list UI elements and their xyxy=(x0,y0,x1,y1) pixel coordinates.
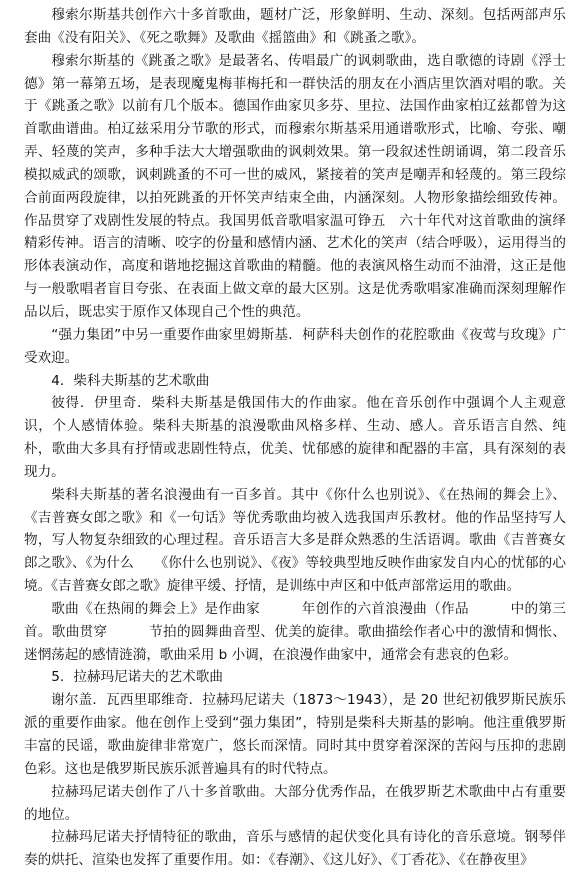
paragraph-rachmaninoff-intro: 谢尔盖．瓦西里耶维奇．拉赫玛尼诺夫（1873～1943），是 20 世纪初俄罗斯民族乐派的重要作曲家。他在创作上受到“强力集团”，特别是柴科夫斯基的影响。他注重俄罗斯丰富的民谣，歌曲旋律非常宽广，悠长而深情。同时其中贯穿着深深的苦闷与压抑的悲剧色彩。这也是俄罗斯民族乐派普遍具有的时代特点。 xyxy=(24,692,566,777)
paragraph-mussorgsky-songs: 穆索尔斯基共创作六十多首歌曲，题材广泛，形象鲜明、生动、深刻。包括两部声乐套曲《没有阳关》、《死之歌舞》及歌曲《摇篮曲》和《跳蚤之歌》。 xyxy=(24,7,566,46)
paragraph-tchaikovsky-intro: 彼得．伊里奇．柴科夫斯基是俄国伟大的作曲家。他在音乐创作中强调个人主观意识，个人感情体验。柴科夫斯基的浪漫歌曲风格多样、生动、感人。音乐语言自然、纯朴，歌曲大多具有抒情或悲剧性特点，优美、忧郁感的旋律和配器的丰富，具有深刻的表现力。 xyxy=(24,395,566,480)
paragraph-song-of-the-flea: 穆索尔斯基的《跳蚤之歌》是最著名、传唱最广的讽刺歌曲，选自歌德的诗剧《浮士德》第一幕第五场，是表现魔鬼梅菲梅托和一群快活的朋友在小酒店里饮酒对唱的歌。关于《跳蚤之歌》以前有几个版本。德国作曲家贝多芬、里拉、法国作曲家柏辽兹都曾为这首歌曲谱曲。柏辽兹采用分节歌的形式，而穆索尔斯基采用通谱歌形式，比喻、夸张、嘲弄、轻蔑的笑声，多种手法大大增强歌曲的讽刺效果。第一段叙述性朗诵调，第二段音乐模拟威武的颂歌，讽刺跳蚤的不可一世的威风，紧接着的笑声是嘲弄和轻蔑的。第三段综合前面两段旋律，以拍死跳蚤的开怀笑声结束全曲，内涵深刻。人物形象描绘细致传神。作品贯穿了戏剧性发展的特点。我国男低音歌唱家温可铮五 六十年代对这首歌曲的演绎精彩传神。语言的清晰、咬字的份量和感情内涵、艺术化的笑声（结合呼吸），运用得当的形体表演动作，高度和谐地挖掘这首歌曲的精髓。他的表演风格生动而不油滑，这正是他与一般歌唱者盲目夸张、在表面上做文章的最大区别。这是优秀歌唱家准确而深刻理解作品以后，既忠实于原作又体现自己个性的典范。 xyxy=(24,52,566,320)
paragraph-at-the-ball: 歌曲《在热闹的舞会上》是作曲家 年创作的六首浪漫曲（作品 中的第三首。歌曲贯穿 节拍的圆舞曲音型、优美的旋律。歌曲描绘作者心中的激情和惆怅、迷惘荡起的感情涟漪，歌曲采用 b 小调，在浪漫作曲家中，通常会有悲哀的色彩。 xyxy=(24,600,566,663)
paragraph-tchaikovsky-romances: 柴科夫斯基的著名浪漫曲有一百多首。其中《你什么也别说》、《在热闹的舞会上》、《吉普赛女郎之歌》和《一句话》等优秀歌曲均被入选我国声乐教材。他的作品坚持写人物，写人物复杂细致的心理过程。音乐语言大多是群众熟悉的生活语调。歌曲《吉普赛女郎之歌》、《为什么 《你什么也别说》、《夜》等较典型地反映作曲家发自内心的忧郁的心境。《吉普赛女郎之歌》旋律平缓、抒情，是训练中声区和中低声部常运用的歌曲。 xyxy=(24,486,566,595)
paragraph-rimsky-korsakov: “强力集团”中另一重要作曲家里姆斯基．柯萨科夫创作的花腔歌曲《夜莺与玫瑰》广受欢迎。 xyxy=(24,326,566,366)
section-heading-rachmaninoff: 5．拉赫玛尼诺夫的艺术歌曲 xyxy=(51,669,223,686)
paragraph-rachmaninoff-songs: 拉赫玛尼诺夫创作了八十多首歌曲。大部分优秀作品，在俄罗斯艺术歌曲中占有重要的地位。 xyxy=(24,783,566,823)
paragraph-rachmaninoff-lyrical: 拉赫玛尼诺夫抒情特征的歌曲，音乐与感情的起伏变化具有诗化的音乐意境。钢琴伴奏的烘托、渲染也发挥了重要作用。如：《春潮》、《这儿好》、《丁香花》、《在静夜里》 xyxy=(24,829,566,869)
section-heading-tchaikovsky: 4．柴科夫斯基的艺术歌曲 xyxy=(51,372,210,389)
